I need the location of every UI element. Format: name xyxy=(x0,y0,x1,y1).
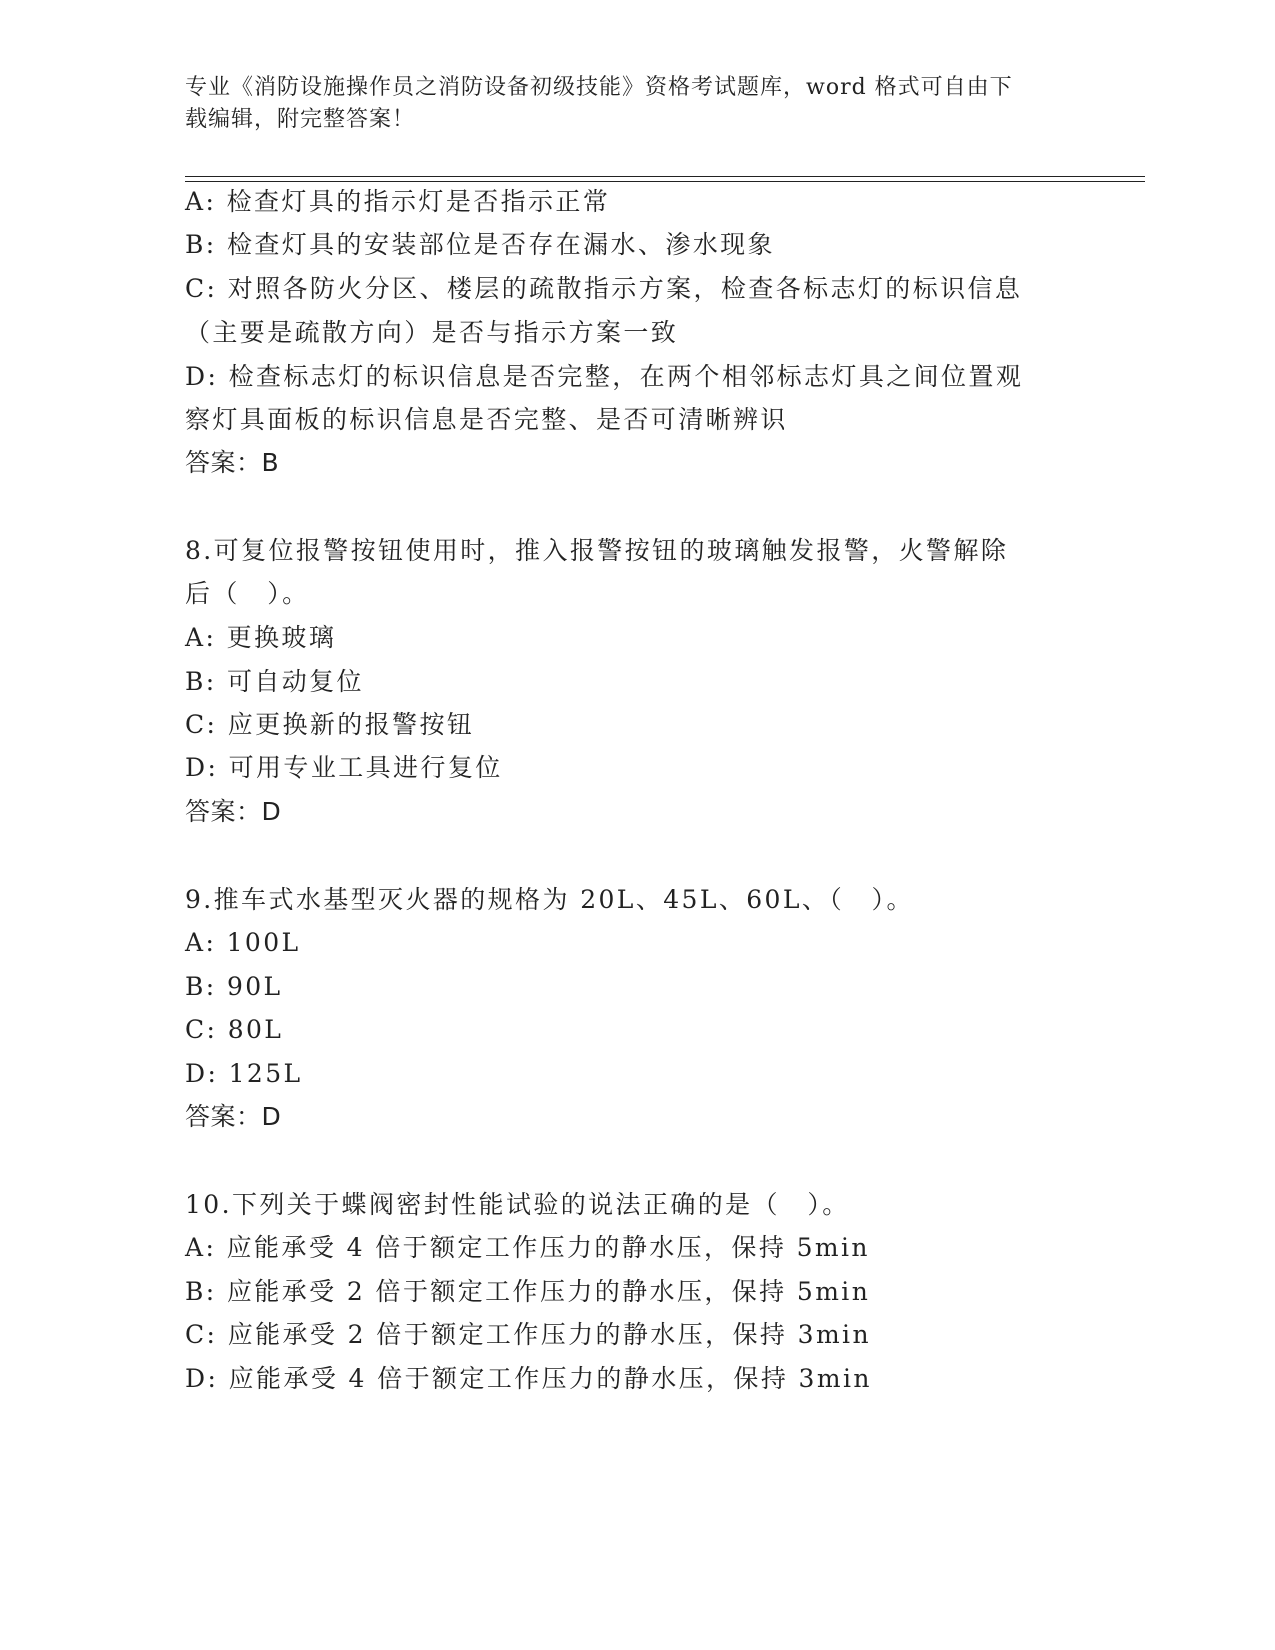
q9-option-d: D: 125L xyxy=(185,1059,303,1088)
q8-option-a: A: 更换玻璃 xyxy=(185,623,337,652)
q8-option-d: D: 可用专业工具进行复位 xyxy=(185,753,503,782)
header-divider-top xyxy=(185,176,1145,177)
q7-option-b: B: 检查灯具的安装部位是否存在漏水、渗水现象 xyxy=(185,230,775,259)
q7-option-c-line-2: （主要是疏散方向）是否与指示方案一致 xyxy=(185,318,679,347)
q7-option-a: A: 检查灯具的指示灯是否指示正常 xyxy=(185,187,611,216)
q9-stem: 9.推车式水基型灭火器的规格为 20L、45L、60L、（ ）。 xyxy=(185,885,914,914)
q7-option-d-line-2: 察灯具面板的标识信息是否完整、是否可清晰辨识 xyxy=(185,405,788,434)
q10-stem: 10.下列关于蝶阀密封性能试验的说法正确的是（ ）。 xyxy=(185,1190,850,1219)
q8-stem-line-2: 后（ ）。 xyxy=(185,579,310,608)
q10-option-c: C: 应能承受 2 倍于额定工作压力的静水压，保持 3min xyxy=(185,1320,871,1349)
document-header xyxy=(185,72,1065,136)
q7-option-d-line-1: D: 检查标志灯的标识信息是否完整，在两个相邻标志灯具之间位置观 xyxy=(185,362,1024,391)
q9-answer: 答案：D xyxy=(185,1102,282,1131)
q10-option-a: A: 应能承受 4 倍于额定工作压力的静水压，保持 5min xyxy=(185,1233,870,1262)
q8-stem-line-1: 8.可复位报警按钮使用时，推入报警按钮的玻璃触发报警，火警解除 xyxy=(185,536,1009,565)
header-line-1: 专业《消防设施操作员之消防设备初级技能》资格考试题库，word 格式可自由下 xyxy=(185,75,1013,100)
q8-answer: 答案：D xyxy=(185,797,282,826)
q8-option-b: B: 可自动复位 xyxy=(185,667,364,696)
q9-option-b: B: 90L xyxy=(185,972,283,1001)
q9-option-c: C: 80L xyxy=(185,1015,284,1044)
q7-option-c-line-1: C: 对照各防火分区、楼层的疏散指示方案，检查各标志灯的标识信息 xyxy=(185,274,1023,303)
q10-option-b: B: 应能承受 2 倍于额定工作压力的静水压，保持 5min xyxy=(185,1277,871,1306)
header-divider-bottom xyxy=(185,181,1145,182)
header-line-2: 载编辑，附完整答案！ xyxy=(185,107,416,132)
q10-option-d: D: 应能承受 4 倍于额定工作压力的静水压，保持 3min xyxy=(185,1364,872,1393)
q7-answer: 答案：B xyxy=(185,448,280,477)
q8-option-c: C: 应更换新的报警按钮 xyxy=(185,710,475,739)
q9-option-a: A: 100L xyxy=(185,928,301,957)
